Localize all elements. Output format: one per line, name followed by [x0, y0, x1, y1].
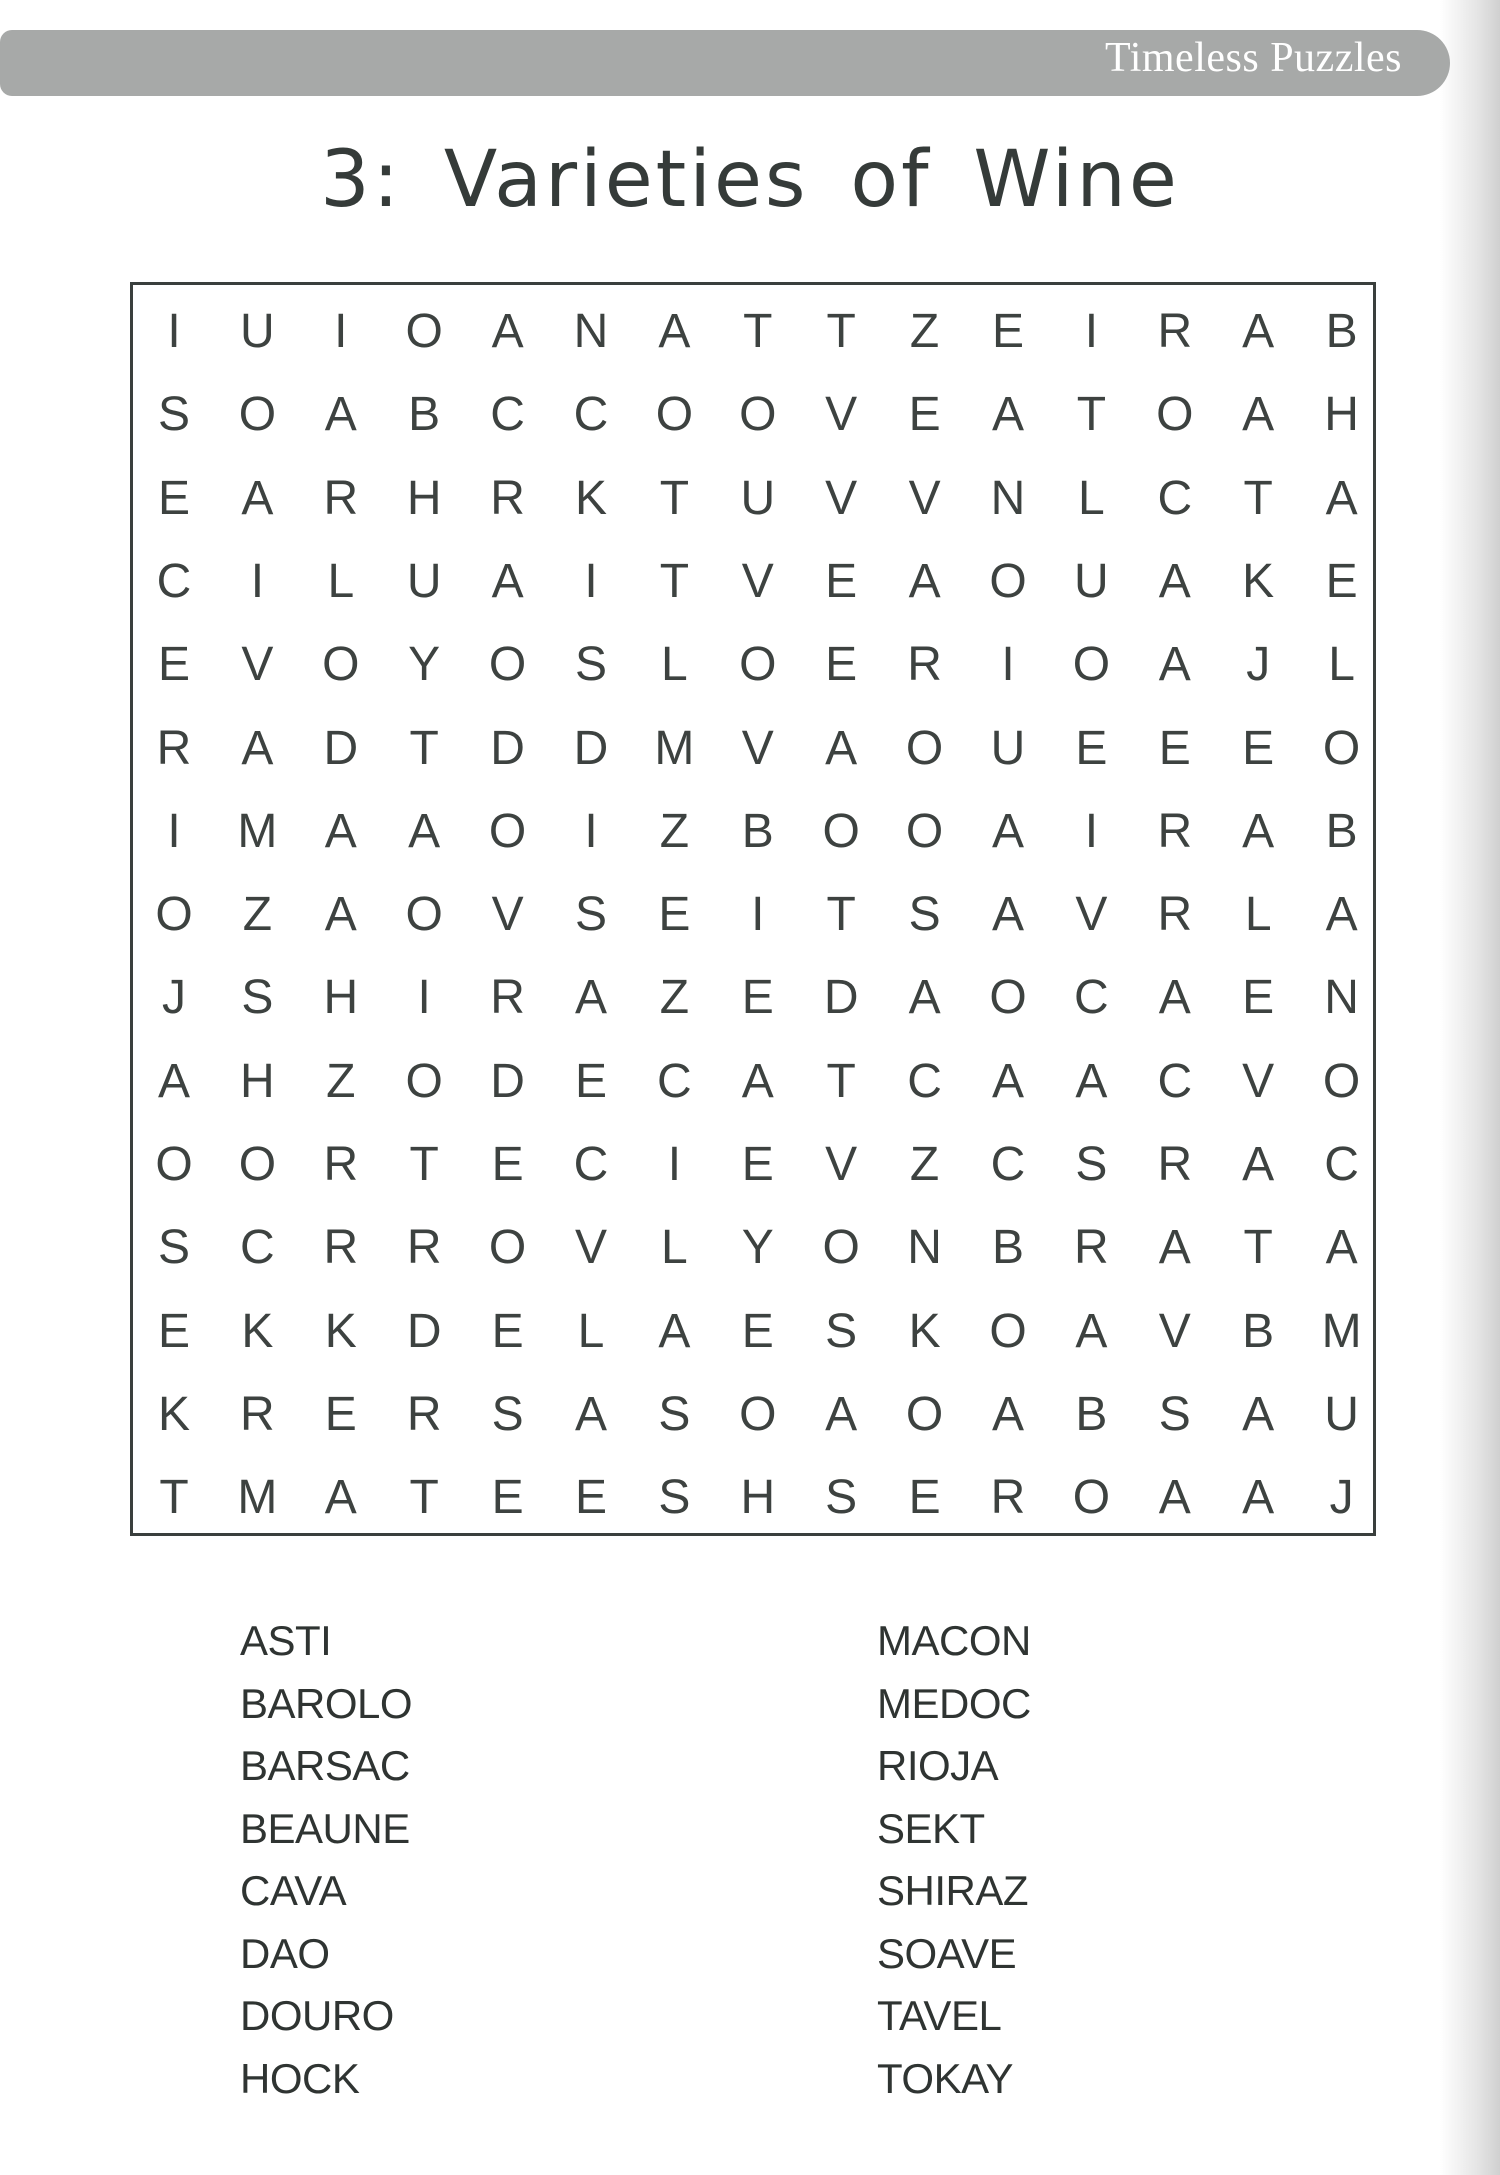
grid-cell: A [1075, 1054, 1108, 1108]
grid-cell: Z [326, 1054, 356, 1108]
grid-cell: E [1158, 721, 1191, 775]
grid-cell: V [1242, 1054, 1275, 1108]
grid-cell: O [238, 388, 277, 442]
grid-cell: Z [659, 971, 690, 1025]
grid-cell: V [825, 388, 858, 442]
grid-cell: I [1084, 305, 1099, 358]
grid-cell: I [751, 888, 765, 942]
grid-cell: N [573, 305, 609, 358]
grid-cell: S [908, 888, 941, 942]
grid-cell: A [241, 471, 274, 525]
grid-cell: R [323, 1221, 359, 1275]
grid-cell: A [1242, 1471, 1275, 1525]
grid-cell: A [1242, 1387, 1275, 1441]
grid-cell: O [989, 554, 1027, 608]
word-list-item: SHIRAZ [877, 1867, 1029, 1914]
grid-cell: K [324, 1304, 357, 1358]
grid-cell: I [584, 554, 598, 608]
grid-cell: S [1075, 1138, 1108, 1191]
word-list-item: BAROLO [240, 1679, 413, 1727]
grid-cell: E [741, 1304, 774, 1358]
grid-cell: O [905, 804, 944, 858]
grid-cell: S [1158, 1387, 1191, 1441]
grid-cell: R [406, 1387, 442, 1441]
grid-cell: O [488, 1221, 527, 1275]
grid-cell: A [491, 554, 524, 608]
grid-cell: C [990, 1138, 1026, 1191]
grid-cell: A [825, 1387, 858, 1441]
grid-cell: L [661, 1221, 688, 1275]
grid-cell: I [417, 971, 431, 1025]
grid-cell: E [324, 1387, 357, 1441]
grid-cell: E [741, 971, 774, 1025]
grid-cell: E [491, 1471, 524, 1525]
grid-cell: M [1321, 1304, 1362, 1358]
grid-cell: H [323, 971, 359, 1025]
grid-cell: A [241, 721, 274, 775]
grid-cell: O [905, 1387, 944, 1441]
grid-cell: R [1074, 1221, 1109, 1275]
grid-cell: A [574, 971, 607, 1025]
grid-cell: K [241, 1304, 274, 1358]
grid-cell: M [654, 721, 695, 775]
grid-cell: A [1158, 1221, 1191, 1275]
grid-cell: T [659, 554, 690, 608]
word-list-item: DAO [240, 1929, 330, 1977]
word-list-item: ASTI [240, 1617, 332, 1664]
grid-cell: O [1322, 721, 1361, 775]
grid-cell: K [908, 1304, 941, 1358]
grid-cell: R [1157, 305, 1193, 358]
grid-cell: O [405, 1054, 443, 1108]
grid-cell: A [1158, 1471, 1191, 1525]
grid-cell: A [324, 1471, 357, 1525]
grid-cell: S [658, 1471, 691, 1525]
grid-cell: C [573, 388, 609, 442]
grid-cell: U [740, 471, 776, 525]
grid-cell: H [1324, 388, 1359, 442]
grid-cell: E [1242, 971, 1275, 1025]
grid-cell: O [655, 388, 694, 442]
grid-cell: O [1072, 638, 1111, 692]
grid-cell: A [1242, 305, 1275, 358]
word-list-right [877, 1610, 1031, 2110]
grid-cell: A [1325, 1221, 1358, 1275]
grid-cell: A [157, 1054, 190, 1108]
page-corner-shadow [1440, 0, 1500, 2175]
grid-cell: V [241, 638, 274, 692]
grid-cell: Y [741, 1221, 774, 1275]
grid-cell: A [1242, 388, 1275, 442]
grid-cell: M [237, 1471, 278, 1525]
grid-cell: E [574, 1471, 607, 1525]
grid-cell: A [1158, 554, 1191, 608]
grid-cell: D [406, 1304, 442, 1358]
grid-cell: A [1325, 471, 1358, 525]
grid-cell: L [577, 1304, 605, 1358]
grid-cell: A [1158, 971, 1191, 1025]
grid-cell: O [905, 721, 944, 775]
grid-cell: A [1158, 638, 1191, 692]
grid-cell: V [574, 1221, 607, 1275]
grid-cell: N [1324, 971, 1359, 1025]
grid-cell: I [334, 305, 348, 358]
grid-cell: A [991, 804, 1024, 858]
word-list-item: TOKAY [877, 2054, 1013, 2102]
grid-cell: A [991, 388, 1024, 442]
grid-cell: O [739, 1387, 777, 1441]
grid-cell: E [491, 1138, 524, 1191]
grid-cell: O [405, 888, 443, 942]
grid-cell: C [657, 1054, 692, 1108]
grid-cell: E [157, 471, 190, 525]
grid-cell: D [573, 721, 609, 775]
grid-cell: T [409, 1138, 439, 1191]
grid-cell: C [156, 554, 192, 608]
grid-cell: T [409, 721, 439, 775]
word-list-item: SOAVE [877, 1929, 1017, 1977]
grid-cell: B [991, 1221, 1024, 1275]
grid-cell: A [1325, 888, 1358, 942]
word-list-item: DOURO [240, 1992, 394, 2039]
grid-cell: A [1242, 1138, 1275, 1191]
grid-cell: S [658, 1387, 691, 1441]
grid-cell: K [574, 471, 607, 525]
grid-cell: I [250, 554, 265, 608]
grid-cell: V [491, 888, 524, 942]
grid-cell: T [826, 1054, 856, 1108]
grid-cell: U [990, 721, 1026, 775]
grid-cell: K [1242, 554, 1275, 608]
grid-cell: B [1325, 804, 1358, 858]
grid-cell: S [157, 388, 190, 442]
grid-cell: O [488, 804, 527, 858]
grid-cell: E [658, 888, 691, 942]
grid-cell: E [741, 1138, 774, 1191]
grid-cell: I [667, 1138, 682, 1191]
grid-cell: R [490, 971, 525, 1025]
grid-cell: S [574, 888, 607, 942]
grid-cell: A [991, 888, 1024, 942]
grid-cell: E [991, 305, 1024, 358]
grid-cell: D [323, 721, 359, 775]
word-list-item: MEDOC [877, 1679, 1031, 1727]
grid-cell: L [1244, 888, 1272, 942]
grid-cell: R [1157, 1138, 1193, 1191]
grid-cell: V [741, 554, 774, 608]
grid-cell: H [406, 471, 442, 525]
word-list-item: HOCK [240, 2054, 360, 2102]
grid-cell: C [1074, 971, 1109, 1025]
grid-cell: R [1157, 888, 1193, 942]
grid-cell: U [1074, 554, 1109, 608]
grid-cell: J [162, 971, 186, 1025]
grid-cell: T [743, 305, 773, 358]
grid-cell: T [1243, 471, 1273, 525]
header-band-text: Timeless Puzzles [1105, 35, 1402, 81]
grid-cell: E [574, 1054, 607, 1108]
grid-cell: O [989, 1304, 1027, 1358]
grid-cell: B [1242, 1304, 1275, 1358]
grid-cell: D [490, 721, 525, 775]
grid-cell: A [1242, 804, 1275, 858]
grid-cell: J [1246, 638, 1271, 692]
word-list-item: BARSAC [240, 1742, 410, 1789]
word-list-item: CAVA [240, 1867, 347, 1914]
word-list-item: TAVEL [877, 1992, 1002, 2039]
grid-cell: L [1328, 638, 1355, 692]
grid-cell: B [741, 804, 774, 858]
header-band [0, 30, 1450, 96]
grid-cell: H [740, 1471, 776, 1525]
grid-cell: N [990, 471, 1026, 525]
grid-cell: V [825, 471, 858, 525]
grid-cell: T [659, 471, 690, 525]
grid-cell: E [157, 1304, 190, 1358]
grid-cell: A [658, 305, 691, 358]
grid-cell: A [408, 804, 441, 858]
grid-cell: Z [909, 1138, 940, 1191]
grid-cell: L [661, 638, 688, 692]
grid-cell: E [491, 1304, 524, 1358]
grid-cell: S [241, 971, 274, 1025]
grid-cell: T [159, 1471, 189, 1525]
grid-cell: A [825, 721, 858, 775]
grid-cell: B [1325, 305, 1358, 358]
grid-cell: Z [659, 804, 690, 858]
word-list-left [240, 1610, 412, 2110]
grid-cell: M [237, 804, 278, 858]
word-list-item: BEAUNE [240, 1804, 410, 1852]
grid-cell: E [908, 388, 941, 442]
grid-cell: V [1158, 1304, 1191, 1358]
grid-cell: O [322, 638, 360, 692]
grid-cell: A [991, 1387, 1024, 1441]
grid-cell: H [240, 1054, 275, 1108]
grid-cell: R [406, 1221, 442, 1275]
grid-cell: D [823, 971, 859, 1025]
grid-cell: Y [408, 638, 441, 692]
grid-cell: A [908, 554, 941, 608]
grid-cell: U [1324, 1387, 1359, 1441]
grid-cell: S [157, 1221, 190, 1275]
word-list-item: RIOJA [877, 1742, 999, 1789]
grid-cell: T [1076, 388, 1107, 442]
grid-cell: V [825, 1138, 858, 1191]
grid-cell: T [1243, 1221, 1273, 1275]
grid-cell: B [408, 388, 441, 442]
grid-cell: O [822, 804, 860, 858]
grid-cell: O [238, 1138, 277, 1191]
grid-cell: E [825, 638, 858, 692]
grid-cell: A [658, 1304, 691, 1358]
grid-cell: L [327, 554, 355, 608]
grid-cell: Z [242, 888, 273, 942]
grid-cell: D [490, 1054, 525, 1108]
grid-cell: I [584, 804, 598, 858]
grid-cell: S [574, 638, 607, 692]
grid-cell: I [1084, 804, 1099, 858]
grid-cell: R [907, 638, 942, 692]
grid-cell: O [405, 305, 443, 358]
grid-cell: U [406, 554, 442, 608]
grid-cell: A [324, 888, 357, 942]
grid-cell: R [1157, 804, 1193, 858]
grid-cell: B [1075, 1387, 1108, 1441]
grid-cell: O [989, 971, 1027, 1025]
grid-cell: C [490, 388, 525, 442]
grid-cell: U [240, 305, 275, 358]
grid-cell: K [157, 1387, 190, 1441]
grid-cell: R [490, 471, 525, 525]
grid-cell: O [822, 1221, 860, 1275]
grid-cell: E [1075, 721, 1108, 775]
grid-cell: E [157, 638, 190, 692]
grid-cell: C [1157, 471, 1193, 525]
grid-cell: O [155, 1138, 193, 1191]
grid-cell: L [1078, 471, 1105, 525]
grid-cell: O [739, 638, 777, 692]
grid-cell: V [741, 721, 774, 775]
grid-cell: A [991, 1054, 1024, 1108]
grid-cell: T [826, 305, 856, 358]
grid-cell: A [574, 1387, 607, 1441]
grid-cell: A [324, 388, 357, 442]
grid-cell: I [167, 305, 181, 358]
grid-cell: T [409, 1471, 439, 1525]
grid-cell: R [323, 1138, 359, 1191]
puzzle-title: 3: Varieties of Wine [320, 135, 1180, 225]
grid-cell: E [1325, 554, 1358, 608]
grid-cell: O [488, 638, 527, 692]
grid-cell: C [1157, 1054, 1193, 1108]
grid-cell: S [825, 1304, 858, 1358]
grid-cell: O [1072, 1471, 1111, 1525]
grid-cell: J [1329, 1471, 1354, 1525]
grid-cell: C [240, 1221, 275, 1275]
word-list-item: MACON [877, 1617, 1031, 1664]
grid-cell: I [1001, 638, 1015, 692]
grid-cell: A [908, 971, 941, 1025]
grid-cell: E [908, 1471, 941, 1525]
grid-cell: A [324, 804, 357, 858]
grid-cell: S [491, 1387, 524, 1441]
grid-cell: R [990, 1471, 1026, 1525]
grid-cell: E [1242, 721, 1275, 775]
grid-cell: R [156, 721, 192, 775]
grid-cell: O [1322, 1054, 1361, 1108]
word-list-item: SEKT [877, 1804, 985, 1852]
grid-cell: Z [909, 305, 940, 358]
grid-cell: V [908, 471, 941, 525]
grid-cell: S [825, 1471, 858, 1525]
grid-cell: O [739, 388, 777, 442]
grid-cell: C [907, 1054, 942, 1108]
grid-cell: V [1075, 888, 1108, 942]
grid-cell: E [825, 554, 858, 608]
grid-cell: A [1075, 1304, 1108, 1358]
grid-cell: R [240, 1387, 275, 1441]
grid-cell: A [491, 305, 524, 358]
grid-cell: N [907, 1221, 942, 1275]
grid-cell: O [1156, 388, 1194, 442]
word-search-grid [130, 282, 1376, 1536]
grid-cell: T [826, 888, 856, 942]
grid-cell: R [323, 471, 359, 525]
grid-cell: C [573, 1138, 609, 1191]
grid-cell: A [741, 1054, 774, 1108]
grid-cell: O [155, 888, 193, 942]
grid-cell: I [167, 804, 181, 858]
grid-cell: C [1324, 1138, 1359, 1191]
